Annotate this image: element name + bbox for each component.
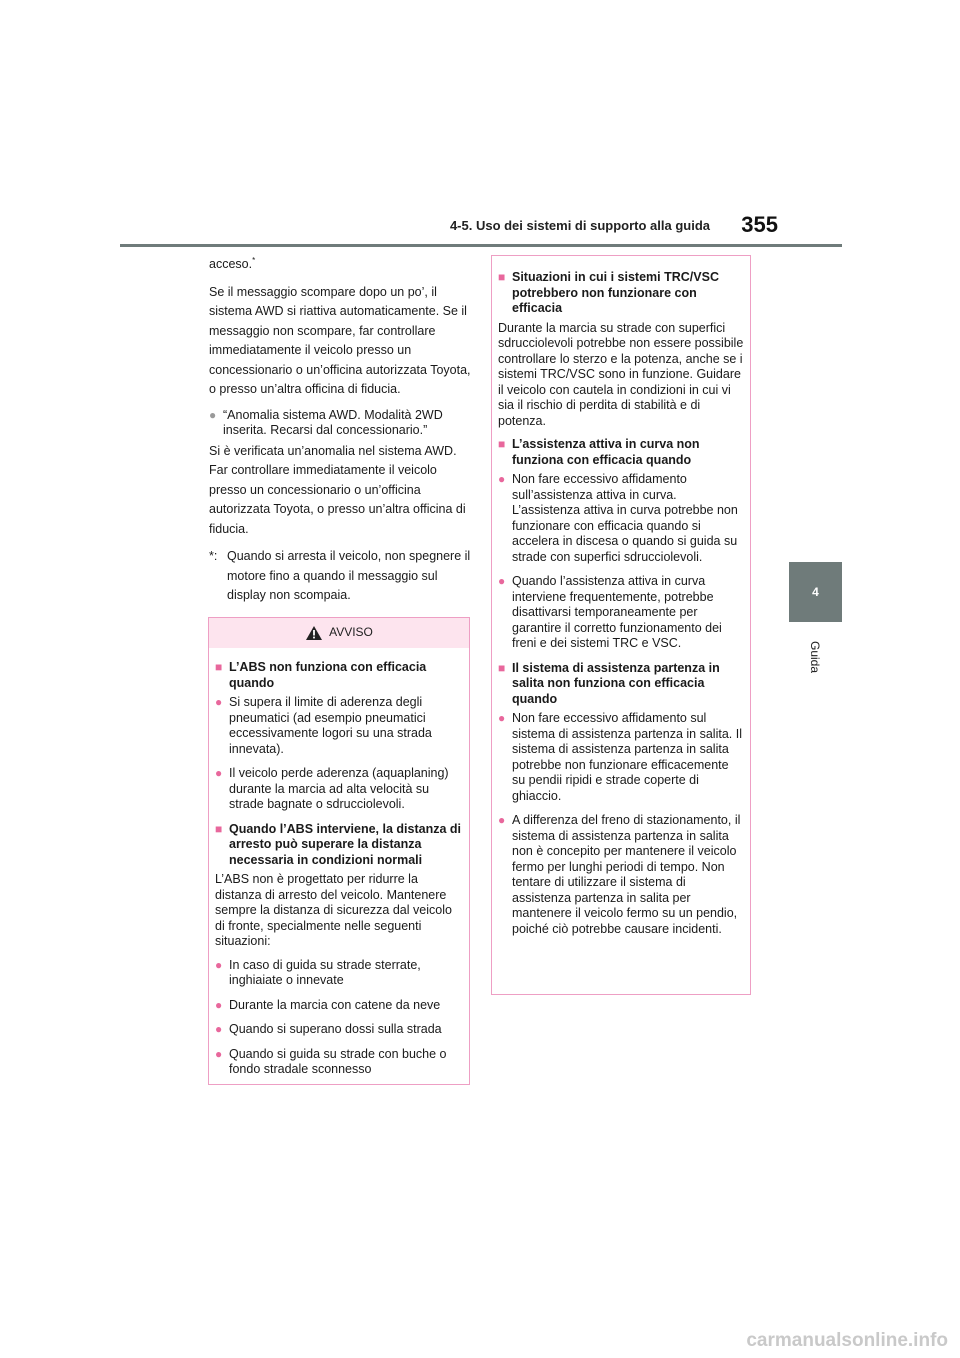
list-item: ● Non fare eccessivo affidamento sull’assistenza attiva in curva. L’assistenza attiva in curva potrebbe non funzionare con efficacia quando si accelera in discesa o quando si guida su strade con superfici sdrucciolevoli. <box>498 472 738 564</box>
paragraph-3: Si è verificata un’anomalia nel sistema AWD. Far controllare immediatamente il veicolo presso un concessionario o un’officina autorizzata Toyota, o presso un’altra officina di fiducia. <box>209 443 466 536</box>
info-section-heading: ■ L’assistenza attiva in curva non funziona con efficacia quando <box>498 437 700 467</box>
bullet-icon: ● <box>498 574 506 588</box>
watermark: carmanualsonline.info <box>746 1330 948 1351</box>
square-bullet-icon: ■ <box>215 660 223 674</box>
info-section-heading: ■ Il sistema di assistenza partenza in salita non funziona con efficacia quando <box>498 660 720 706</box>
info-paragraph: Durante la marcia su strade con superfici sdrucciolevoli potrebbe non essere possibile controllare lo sterzo e la potenza, anche se i sistemi TRC/VSC sono in funzione. Guidare il veicolo con cautela in condizioni in cui vi sia il rischio di perdita di stabilità e di potenza. <box>498 320 744 428</box>
square-bullet-icon: ■ <box>498 270 506 284</box>
info-box <box>491 255 751 995</box>
list-item: ● Non fare eccessivo affidamento sul sistema di assistenza partenza in salita. Il sistema di assistenza partenza in salita potrebbe non funzionare efficacemente su pendii ripidi e strade coperte di ghiaccio. <box>498 711 742 803</box>
warning-paragraph: L’ABS non è progettato per ridurre la distanza di arresto del veicolo. Mantenere sempre la distanza di sicurezza dal veicolo di fronte, specialmente nelle seguenti situazioni: <box>215 872 452 948</box>
bullet-icon: ● <box>215 997 223 1012</box>
paragraph-1: acceso.* <box>209 255 256 271</box>
header-rule <box>120 244 842 247</box>
bullet-icon: ● <box>498 813 506 827</box>
warning-section-heading: ■ Quando l’ABS interviene, la distanza di arresto può superare la distanza necessaria in condizioni normali <box>215 821 461 867</box>
bullet-icon: ● <box>209 407 217 422</box>
chapter-label-wrap <box>789 632 842 682</box>
footnote-ref: * <box>252 255 256 265</box>
main-column <box>209 255 471 606</box>
info-section-heading: ■ Situazioni in cui i sistemi TRC/VSC potrebbero non funzionare con efficacia <box>498 270 719 315</box>
warning-triangle-icon <box>305 625 323 641</box>
page-number: 355 <box>741 212 778 237</box>
bullet-icon: ● <box>215 957 223 972</box>
list-item: ● Quando l’assistenza attiva in curva interviene frequentemente, potrebbe disattivarsi temporaneamente per garantire il corretto funzionamento dei freni e dei sistemi TRC e VSC. <box>498 574 722 650</box>
bullet-icon: ● <box>215 1022 223 1036</box>
list-item: ● Quando si guida su strade con buche o fondo stradale sconnesso <box>215 1046 447 1076</box>
warning-header <box>209 618 469 648</box>
square-bullet-icon: ■ <box>215 821 223 836</box>
square-bullet-icon: ■ <box>498 660 506 675</box>
bullet-icon: ● <box>215 695 223 709</box>
bullet-text: “Anomalia sistema AWD. Modalità 2WD inserita. Recarsi dal concessionario.” <box>223 407 443 437</box>
chapter-label: Guida <box>808 640 823 674</box>
chapter-number: 4 <box>812 585 819 599</box>
footnote-text: Quando si arresta il veicolo, non spegnere il motore fino a quando il messaggio sul display non scompaia. <box>227 549 471 602</box>
list-item: ● In caso di guida su strade sterrate, inghiaiate o innevate <box>215 957 421 987</box>
list-item: ● Quando si superano dossi sulla strada <box>215 1022 442 1036</box>
warning-box <box>208 617 470 1085</box>
list-item: ● A differenza del freno di stazionamento, il sistema di assistenza partenza in salita non è concepito per mantenere il veicolo fermo per lunghi periodi di tempo. Non tentare di utilizzare il sistema di assistenza partenza in salita per mantenere il veicolo fermo su un pendio, poiché ciò potrebbe causare incidenti. <box>498 813 741 936</box>
square-bullet-icon: ■ <box>498 437 506 451</box>
chapter-tab[interactable] <box>789 562 842 622</box>
footnote-mark: *: <box>209 549 218 563</box>
bullet-icon: ● <box>215 766 223 780</box>
warning-section-heading: ■ L’ABS non funziona con efficacia quando <box>215 660 427 690</box>
section-title: 4-5. Uso dei sistemi di supporto alla guida <box>449 218 710 233</box>
paragraph-2: Se il messaggio scompare dopo un po’, il sistema AWD si riattiva automaticamente. Se il messaggio non scompare, far controllare immediatamente il veicolo presso un concessionario o un’officina autorizzata Toyota, o presso un’altra officina di fiducia. <box>209 284 471 396</box>
list-item: ● Il veicolo perde aderenza (aquaplaning) durante la marcia ad alta velocità su strade bagnate o sdrucciolevoli. <box>215 766 449 811</box>
bullet-icon: ● <box>498 472 506 486</box>
list-item: ● Durante la marcia con catene da neve <box>215 997 441 1012</box>
bullet-icon: ● <box>215 1046 223 1061</box>
warning-title: AVVISO <box>329 625 373 640</box>
footnote <box>209 547 471 606</box>
list-item <box>209 408 471 438</box>
list-item: ● Si supera il limite di aderenza degli pneumatici (ad esempio pneumatici eccessivamente logori su una strada innevata). <box>215 695 432 756</box>
bullet-icon: ● <box>498 711 506 725</box>
